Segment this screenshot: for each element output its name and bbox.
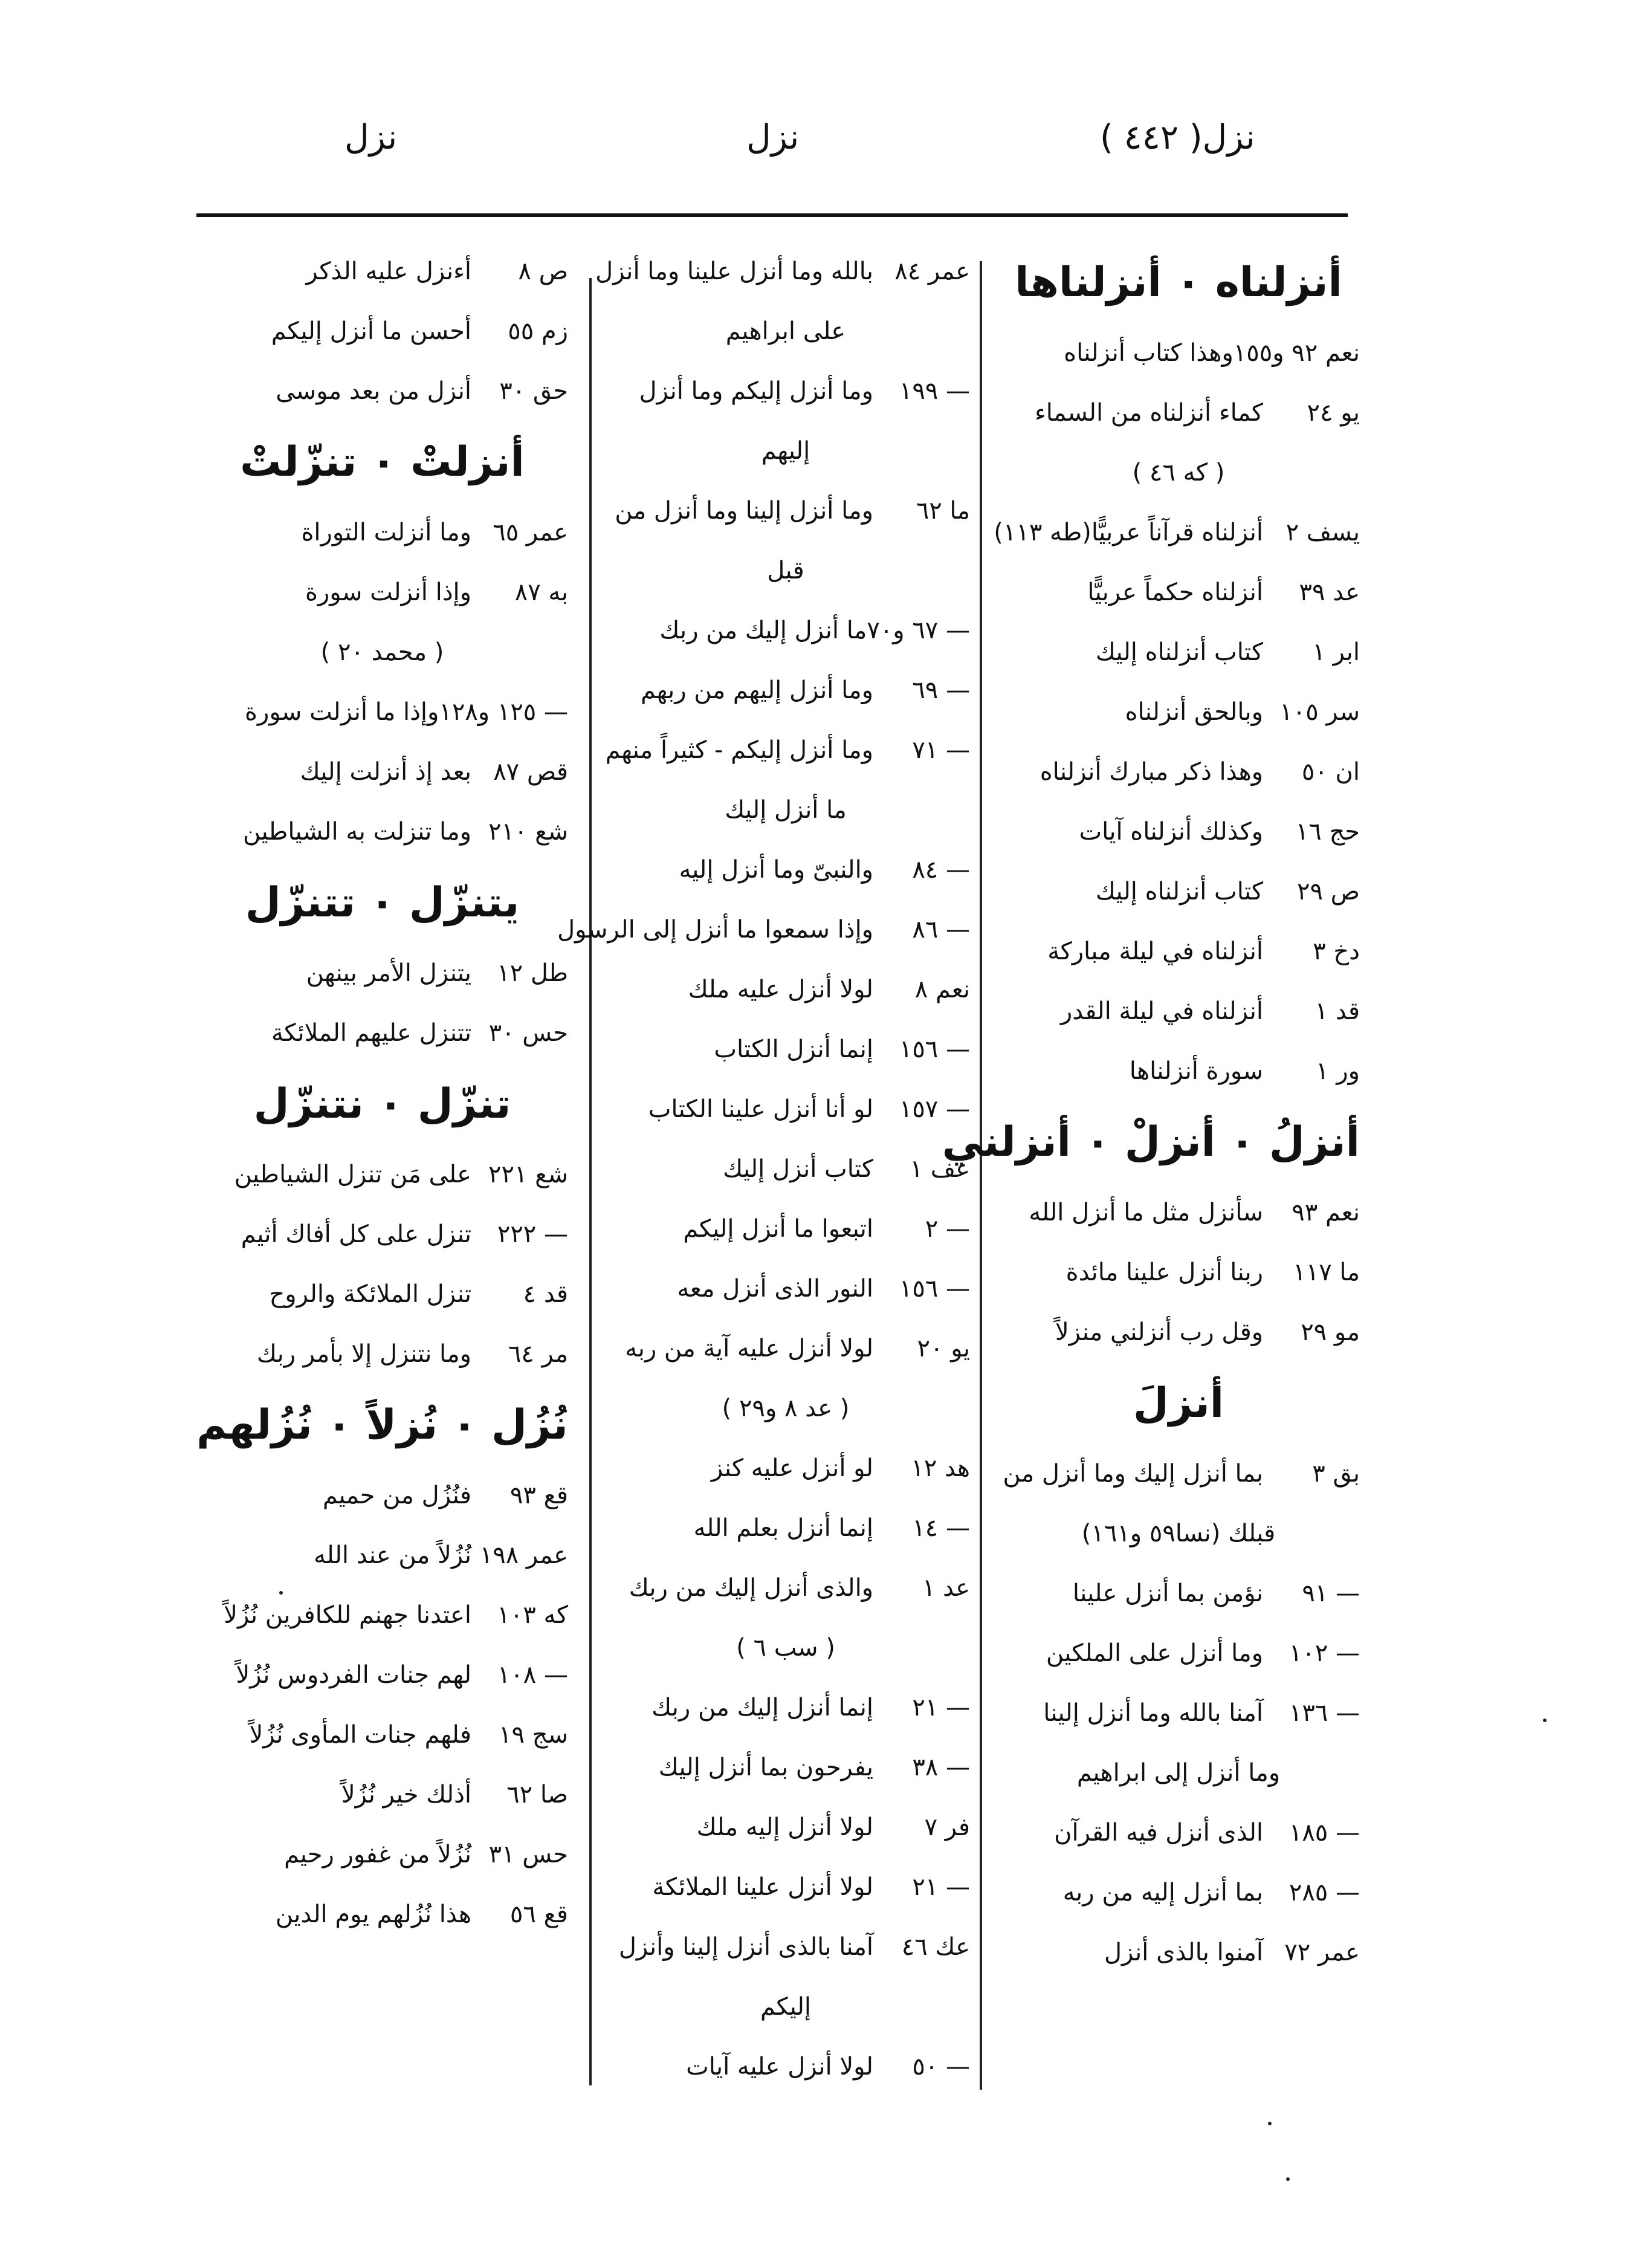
citation-text: وما أنزل على الملكين (1046, 1639, 1263, 1667)
citation-text: وما أنزل إلينا وما أنزل من (615, 497, 873, 525)
citation-text: أذلك خير نُزُلاً (341, 1781, 471, 1809)
citation-reference: عمر ٧٢ (1284, 1939, 1360, 1966)
citation-reference: ص ٨ (518, 258, 568, 285)
entry-heading: أنزلَ (1133, 1379, 1224, 1427)
citation-text: نُزُلاً من عند الله (314, 1541, 471, 1569)
header-right-word: نزل (1202, 118, 1255, 157)
entry-heading: أنزلناه ٠ أنزلناها (1015, 259, 1342, 306)
citation-reference: سر ١٠٥ (1279, 698, 1360, 726)
citation-line (997, 862, 1360, 922)
citation-line (601, 1259, 970, 1319)
citation-text: كتاب أنزلناه إليك (1095, 878, 1263, 906)
citation-line (196, 1825, 568, 1885)
citation-text: وما أنزل إلى ابراهيم (1076, 1759, 1281, 1787)
citation-reference: به ٨٧ (514, 578, 568, 606)
citation-reference: ور ١ (1316, 1057, 1360, 1085)
citation-reference: — ١٨٥ (1289, 1819, 1360, 1847)
citation-reference: عف ١ (910, 1155, 970, 1183)
citation-line (196, 802, 568, 862)
citation-reference: — ٧١ (912, 736, 970, 764)
citation-reference: ابر ١ (1312, 638, 1360, 666)
citation-reference: ما ٦٢ (916, 497, 970, 525)
citation-line (601, 780, 970, 840)
citation-text: وما أنزلت التوراة (301, 519, 471, 546)
citation-line (601, 1798, 970, 1858)
citation-text: اتبعوا ما أنزل إليكم (683, 1215, 873, 1243)
citation-line (196, 623, 568, 682)
citation-line (997, 563, 1360, 623)
speck (279, 1591, 283, 1595)
entry-heading: أنزلتْ ٠ تنزّلتْ (240, 438, 525, 486)
citation-text: لولا أنزل عليه آيات (686, 2053, 873, 2081)
column-left (196, 242, 568, 1945)
citation-reference: ص ٢٩ (1296, 878, 1360, 906)
citation-text: إليهم (761, 437, 810, 465)
citation-text: وما تنزلت به الشياطين (243, 818, 471, 846)
citation-reference: — ١٠٨ (497, 1661, 568, 1689)
citation-line (601, 1678, 970, 1738)
citation-line (196, 1145, 568, 1205)
citation-reference: — ١٣٦ (1289, 1699, 1360, 1727)
citation-line (997, 1303, 1360, 1362)
citation-line (196, 1586, 568, 1645)
citation-line (997, 323, 1360, 383)
citation-line (997, 1042, 1360, 1101)
entry-heading: أنزلُ ٠ أنزلْ ٠ أنزلني (942, 1118, 1360, 1166)
citation-text: وما أنزل إليهم من ربهم (641, 676, 873, 704)
citation-line (601, 1977, 970, 2037)
citation-line (601, 421, 970, 481)
citation-reference: عد ١ (922, 1574, 970, 1602)
citation-text: قبلك (نسا٥٩ و١٦١) (1081, 1520, 1276, 1547)
citation-reference: فر ٧ (924, 1813, 970, 1841)
citation-text: إليكم (760, 1993, 812, 2021)
citation-text: وإذا ما أنزلت سورة (244, 698, 439, 726)
page-number: ( ٤٤٢ ) (1100, 118, 1203, 157)
citation-line (196, 1526, 568, 1586)
citation-text: تنزل الملائكة والروح (269, 1280, 471, 1308)
citation-line (601, 302, 970, 361)
citation-reference: يسف ٢ (1285, 519, 1360, 546)
citation-line (601, 1439, 970, 1498)
citation-text: والذى أنزل إليك من ربك (629, 1574, 873, 1602)
citation-text: لولا أنزل عليه آية من ربه (625, 1335, 873, 1362)
citation-reference: قص ٨٧ (493, 758, 568, 786)
citation-reference: نعم ٩٢ و١٥٥ (1233, 339, 1360, 367)
citation-text: وما نتنزل إلا بأمر ربك (256, 1340, 471, 1368)
citation-line (997, 1504, 1360, 1564)
citation-text: وإذا سمعوا ما أنزل إلى الرسول (557, 916, 873, 944)
citation-reference: قد ١ (1314, 997, 1360, 1025)
citation-text: على ابراهيم (725, 317, 846, 345)
citation-line (601, 1139, 970, 1199)
citation-line (601, 1917, 970, 1977)
speck (1286, 2177, 1290, 2181)
citation-line (196, 242, 568, 302)
citation-reference: زم ٥٥ (508, 317, 568, 345)
citation-line (196, 1765, 568, 1825)
citation-reference: دخ ٣ (1313, 938, 1360, 965)
citation-reference: — ١٥٦ (899, 1275, 970, 1303)
citation-reference: — ٢١ (912, 1873, 970, 1901)
citation-reference: صا ٦٢ (506, 1781, 568, 1809)
citation-reference: — ٨٤ (912, 856, 970, 884)
citation-text: ( سب ٦ ) (736, 1634, 835, 1662)
citation-reference: مو ٢٩ (1301, 1318, 1360, 1346)
citation-line (196, 682, 568, 742)
citation-reference: عمر ٦٥ (493, 519, 568, 546)
citation-text: لولا أنزل عليه ملك (688, 976, 873, 1003)
citation-line (601, 361, 970, 421)
citation-line (196, 1466, 568, 1526)
citation-text: أنزلناه حكماً عربيًّا (1087, 578, 1263, 606)
citation-text: هذا نُزُلهم يوم الدين (275, 1900, 471, 1928)
citation-text: على مَن تنزل الشياطين (234, 1161, 471, 1188)
citation-reference: هد ١٢ (911, 1454, 970, 1482)
citation-line (595, 242, 970, 302)
citation-reference: — ١٤ (912, 1514, 970, 1542)
citation-line (997, 383, 1360, 443)
citation-text: آمنوا بالذى أنزل (1104, 1939, 1263, 1966)
citation-text: وهذا ذكر مبارك أنزلناه (1040, 758, 1263, 786)
citation-reference: — ٢١ (912, 1694, 970, 1722)
citation-reference: يو ٢٠ (917, 1335, 970, 1362)
citation-text: إنما أنزل الكتاب (714, 1035, 873, 1063)
citation-text: ربنا أنزل علينا مائدة (1065, 1259, 1263, 1286)
citation-line (997, 1683, 1360, 1743)
citation-text: فلهم جنات المأوى نُزُلاً (249, 1721, 471, 1749)
citation-reference: قع ٩٣ (509, 1482, 568, 1509)
citation-line (601, 960, 970, 1020)
citation-reference: — ٩١ (1302, 1580, 1360, 1607)
citation-reference: — ٥٠ (912, 2053, 970, 2081)
citation-reference: — ١٥٦ (899, 1035, 970, 1063)
citation-line (196, 1705, 568, 1765)
citation-line (997, 922, 1360, 982)
citation-text: وإذا أنزلت سورة (305, 578, 471, 606)
citation-line (557, 900, 970, 960)
citation-reference: نعم ٨ (914, 976, 970, 1003)
citation-line (997, 682, 1360, 742)
citation-line (601, 1618, 970, 1678)
citation-text: ما أنزل إليك من ربك (659, 617, 867, 644)
citation-line (601, 721, 970, 780)
citation-text: سورة أنزلناها (1129, 1057, 1263, 1085)
citation-reference: حج ١٦ (1295, 818, 1360, 846)
citation-text: يتنزل الأمر بينهن (306, 959, 471, 987)
citation-text: آمنا بالذى أنزل إلينا وأنزل (618, 1933, 873, 1961)
citation-text: كتاب أنزل إليك (723, 1155, 873, 1183)
citation-line (997, 1444, 1360, 1504)
citation-reference: كه ١٠٣ (497, 1601, 568, 1629)
citation-reference: مر ٦٤ (508, 1340, 568, 1368)
citation-line (601, 601, 970, 661)
citation-reference: — ١٢٥ و١٢٨ (439, 698, 568, 726)
citation-text: لو أنا أنزل علينا الكتاب (648, 1095, 873, 1123)
citation-reference: طل ١٢ (497, 959, 568, 987)
citation-line (997, 1564, 1360, 1624)
citation-line (997, 1863, 1360, 1923)
citation-line (997, 982, 1360, 1042)
citation-text: اعتدنا جهنم للكافرين نُزُلاً (224, 1601, 471, 1629)
citation-reference: شع ٢١٠ (488, 818, 568, 846)
citation-line (196, 361, 568, 421)
citation-text: بما أنزل إليك وما أنزل من (1003, 1460, 1263, 1488)
citation-reference: — ٦٧ و٧٠ (867, 617, 970, 644)
citation-line (997, 1624, 1360, 1683)
citation-line (997, 1183, 1360, 1243)
citation-line (196, 944, 568, 1003)
citation-line (601, 1858, 970, 1917)
citation-reference: — ٢٢٢ (497, 1220, 568, 1248)
citation-text: أحسن ما أنزل إليكم (271, 317, 471, 345)
citation-line (196, 1205, 568, 1265)
citation-reference: — ٦٩ (912, 676, 970, 704)
citation-reference: — ١٩٩ (899, 377, 970, 405)
citation-reference: — ٢ (925, 1215, 970, 1243)
citation-text: سأنزل مثل ما أنزل الله (1029, 1199, 1263, 1226)
citation-reference: ما ١١٧ (1293, 1259, 1360, 1286)
citation-text: كتاب أنزلناه إليك (1095, 638, 1263, 666)
citation-reference: عد ٣٩ (1299, 578, 1360, 606)
citation-line (196, 302, 568, 361)
entry-heading: نُزُل ٠ نُزلاً ٠ نُزُلهم (196, 1401, 568, 1449)
citation-reference: — ٢٨٥ (1289, 1879, 1360, 1907)
citation-text: وما أنزل إليكم - كثيراً منهم (605, 736, 873, 764)
entry-heading: يتنزّل ٠ تتنزّل (245, 879, 520, 927)
citation-reference: — ٣٨ (912, 1754, 970, 1781)
citation-text: لولا أنزل علينا الملائكة (652, 1873, 873, 1901)
citation-text: بالله وما أنزل علينا وما أنزل (595, 258, 873, 285)
citation-reference: — ١٥٧ (899, 1095, 970, 1123)
column-middle (557, 242, 970, 2097)
citation-line (196, 1265, 568, 1324)
citation-line (994, 503, 1360, 563)
speck (1268, 2122, 1272, 2125)
citation-line (601, 661, 970, 721)
citation-text: إنما أنزل إليك من ربك (652, 1694, 873, 1722)
citation-text: وكذلك أنزلناه آيات (1079, 818, 1263, 846)
citation-text: النور الذى أنزل معه (677, 1275, 873, 1303)
citation-reference: قد ٤ (523, 1280, 568, 1308)
citation-line (997, 802, 1360, 862)
citation-reference: سج ١٩ (498, 1721, 568, 1749)
citation-line (997, 1243, 1360, 1303)
citation-line (997, 1923, 1360, 1983)
citation-text: آمنا بالله وما أنزل إلينا (1043, 1699, 1263, 1727)
citation-reference: قع ٥٦ (509, 1900, 568, 1928)
citation-line (601, 1498, 970, 1558)
citation-line (196, 1003, 568, 1063)
citation-text: أنزل من بعد موسى (276, 377, 471, 405)
citation-reference: عمر ١٩٨ (479, 1541, 568, 1569)
citation-text: والنبىّ وما أنزل إليه (679, 856, 873, 884)
citation-text: ( كه ٤٦ ) (1132, 459, 1225, 487)
citation-text: وقل رب أنزلني منزلاً (1055, 1318, 1263, 1346)
citation-reference: عك ٤٦ (901, 1933, 970, 1961)
citation-reference: حس ٣١ (488, 1841, 568, 1868)
citation-line (997, 742, 1360, 802)
citation-reference: بق ٣ (1312, 1460, 1360, 1488)
citation-text: تتنزل عليهم الملائكة (271, 1019, 471, 1047)
citation-line (601, 1558, 970, 1618)
citation-text: يفرحون بما أنزل إليك (658, 1754, 873, 1781)
citation-line (601, 1379, 970, 1439)
citation-line (601, 840, 970, 900)
citation-line (601, 1319, 970, 1379)
citation-text: لولا أنزل إليه ملك (696, 1813, 873, 1841)
citation-reference: — ١٠٢ (1289, 1639, 1360, 1667)
citation-text: لو أنزل عليه كنز (711, 1454, 873, 1482)
speck (1543, 1719, 1547, 1722)
entry-heading: تنزّل ٠ نتنزّل (253, 1080, 511, 1128)
citation-line (601, 481, 970, 541)
header-middle-word: نزل (746, 118, 800, 157)
citation-text: ما أنزل إليك (725, 796, 847, 824)
citation-text: ( محمد ٢٠ ) (320, 638, 444, 666)
citation-text: الذى أنزل فيه القرآن (1054, 1819, 1263, 1847)
citation-line (997, 623, 1360, 682)
citation-reference: — ٨٦ (912, 916, 970, 944)
citation-text: تنزل على كل أفاك أثيم (241, 1220, 471, 1248)
citation-text: وما أنزل إليكم وما أنزل (639, 377, 873, 405)
citation-reference: عمر ٨٤ (894, 258, 970, 285)
header-rule (196, 213, 1348, 217)
citation-line (997, 443, 1360, 503)
citation-text: أءنزل عليه الذكر (306, 258, 471, 285)
citation-text: فنُزُل من حميم (322, 1482, 471, 1509)
citation-reference: شع ٢٢١ (488, 1161, 568, 1188)
citation-line (196, 1645, 568, 1705)
citation-text: أنزلناه في ليلة مباركة (1047, 938, 1263, 965)
citation-reference: حق ٣٠ (499, 377, 568, 405)
citation-text: بما أنزل إليه من ربه (1062, 1879, 1263, 1907)
citation-line (196, 1885, 568, 1945)
column-divider (589, 278, 592, 2085)
citation-text: إنما أنزل بعلم الله (693, 1514, 873, 1542)
citation-text: أنزلناه قرآناً عربيًّا(طه ١١٣) (994, 519, 1263, 546)
citation-line (196, 563, 568, 623)
citation-line (196, 742, 568, 802)
citation-line (997, 1803, 1360, 1863)
citation-text: كماء أنزلناه من السماء (1034, 399, 1263, 427)
citation-text: ( عد ٨ و٢٩ ) (722, 1395, 850, 1422)
citation-line (601, 1020, 970, 1080)
citation-reference: حس ٣٠ (488, 1019, 568, 1047)
citation-text: قبل (767, 557, 804, 585)
citation-reference: ان ٥٠ (1301, 758, 1360, 786)
citation-line (196, 1324, 568, 1384)
citation-line (196, 503, 568, 563)
citation-reference: يو ٢٤ (1307, 399, 1360, 427)
citation-line (601, 541, 970, 601)
citation-line (601, 1738, 970, 1798)
header-left-word: نزل (344, 118, 398, 157)
citation-text: أنزلناه في ليلة القدر (1060, 997, 1263, 1025)
citation-text: وهذا كتاب أنزلناه (1064, 339, 1234, 367)
citation-text: لهم جنات الفردوس نُزُلاً (236, 1661, 471, 1689)
citation-line (601, 2037, 970, 2097)
citation-line (601, 1080, 970, 1139)
header-right (1064, 118, 1255, 157)
citation-text: نؤمن بما أنزل علينا (1072, 1580, 1263, 1607)
citation-line (601, 1199, 970, 1259)
citation-text: بعد إذ أنزلت إليك (300, 758, 471, 786)
citation-text: نُزُلاً من غفور رحيم (284, 1841, 471, 1868)
citation-reference: نعم ٩٣ (1292, 1199, 1360, 1226)
citation-text: وبالحق أنزلناه (1125, 698, 1263, 726)
citation-line (997, 1743, 1360, 1803)
